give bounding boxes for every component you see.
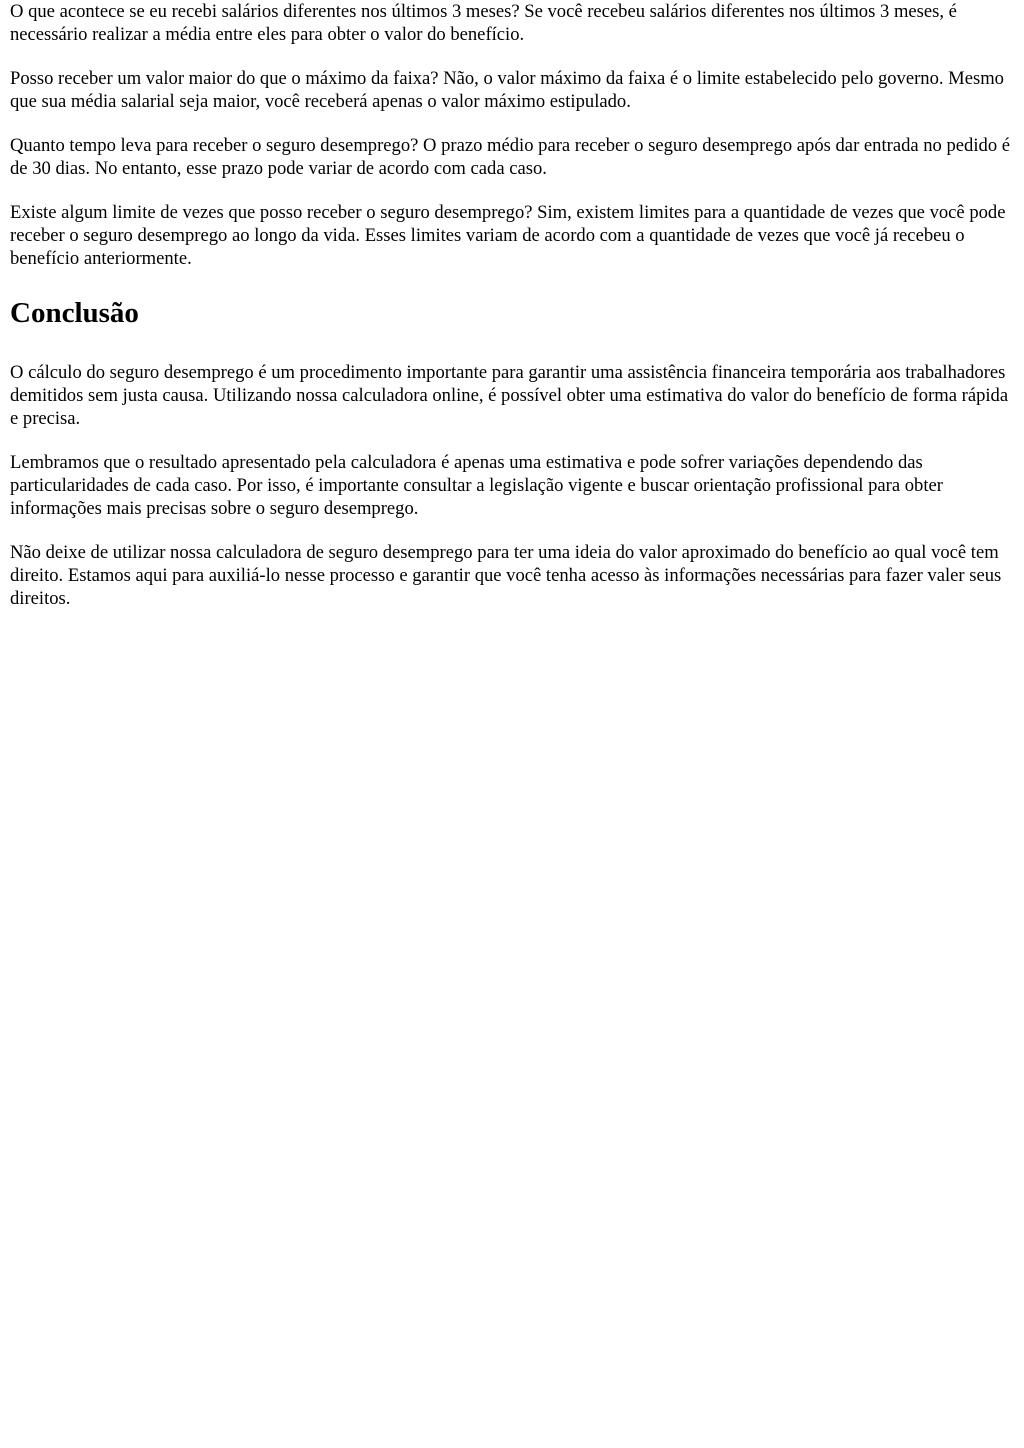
conclusion-heading: Conclusão [10,297,139,329]
faq-section [10,0,1014,270]
conclusion-section [10,296,1014,610]
conclusion-paragraph-2: Lembramos que o resultado apresentado pela calculadora é apenas uma estimativa e pode sofrer variações dependendo das particularidades de cada caso. Por isso, é importante consultar a legislação vigente e buscar orientação profissional para obter informações mais precisas sobre o seguro desemprego. [10,452,943,519]
faq-paragraph-limite-vezes: Existe algum limite de vezes que posso receber o seguro desemprego? Sim, existem limites para a quantidade de vezes que você pode receber o seguro desemprego ao longo da vida. Esses limites variam de acordo com a quantidade de vezes que você já recebeu o benefício anteriormente. [10,202,1006,269]
faq-paragraph-salarios-diferentes: O que acontece se eu recebi salários diferentes nos últimos 3 meses? Se você recebeu salários diferentes nos últimos 3 meses, é necessário realizar a média entre eles para obter o valor do benefício. [10,1,957,45]
conclusion-paragraph-3: Não deixe de utilizar nossa calculadora de seguro desemprego para ter uma ideia do valor aproximado do benefício ao qual você tem direito. Estamos aqui para auxiliá-lo nesse processo e garantir que você tenha acesso às informações necessárias para fazer valer seus direitos. [10,542,1002,609]
faq-paragraph-prazo: Quanto tempo leva para receber o seguro desemprego? O prazo médio para receber o seguro desemprego após dar entrada no pedido é de 30 dias. No entanto, esse prazo pode variar de acordo com cada caso. [10,135,1011,179]
article-content [10,0,1014,610]
faq-paragraph-valor-maximo: Posso receber um valor maior do que o máximo da faixa? Não, o valor máximo da faixa é o limite estabelecido pelo governo. Mesmo que sua média salarial seja maior, você receberá apenas o valor máximo estipulado. [10,68,1004,112]
conclusion-paragraph-1: O cálculo do seguro desemprego é um procedimento importante para garantir uma assistência financeira temporária aos trabalhadores demitidos sem justa causa. Utilizando nossa calculadora online, é possível obter uma estimativa do valor do benefício de forma rápida e precisa. [10,362,1009,429]
